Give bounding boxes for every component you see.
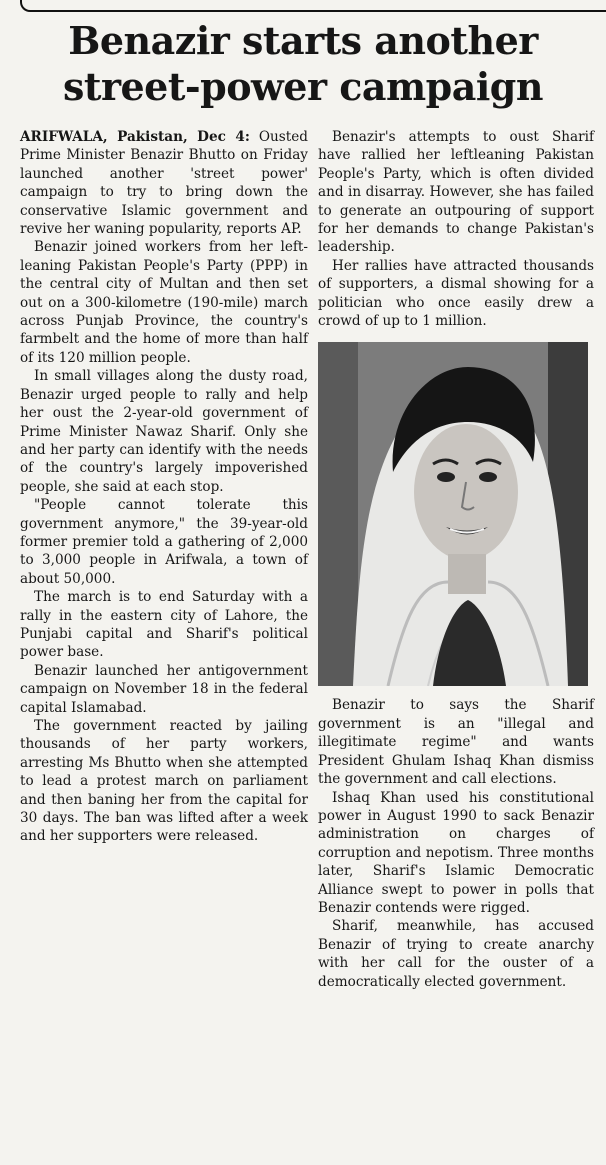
headline: Benazir starts another street-power campaign: [63, 18, 543, 109]
benazir-portrait-photo: [318, 342, 588, 686]
article-paragraph: The march is to end Saturday with a rally in the eastern city of Lahore, the Punjabi capital and Sharif's political power base.: [20, 589, 308, 661]
dateline: ARIFWALA, Pakistan, Dec 4:: [20, 129, 250, 145]
top-border-rule: [20, 0, 606, 12]
article-paragraph: Benazir's attempts to oust Sharif have rallied her leftleaning Pakistan People's Party, which is often divided and in disarray. However, she has failed to generate an outpouring of support for her demands to change Pakistan's leadership.: [318, 129, 594, 256]
article-paragraph: In small villages along the dusty road, Benazir urged people to rally and help her oust the 2-year-old government of Prime Minister Nawaz Sharif. Only she and her party can identify with the needs of the country's largely impoverished people, she said at each stop.: [20, 368, 308, 495]
article-paragraph: "People cannot tolerate this government anymore," the 39-year-old former premier told a gathering of 2,000 to 3,000 people in Arifwala, a town of about 50,000.: [20, 497, 308, 587]
right-column: [318, 128, 594, 991]
article-paragraph: Benazir joined workers from her left-leaning Pakistan People's Party (PPP) in the central city of Multan and then set out on a 300-kilometre (190-mile) march across Punjab Province, the country's farmbelt and the home of more than half of its 120 million people.: [20, 239, 308, 366]
portrait-illustration: [318, 342, 588, 686]
article-paragraph: The government reacted by jailing thousands of her party workers, arresting Ms Bhutto when she attempted to lead a protest march on parliament and then baning her from the capital for 30 days. The ban was lifted after a week and her supporters were released.: [20, 718, 308, 845]
article-paragraph: Ishaq Khan used his constitutional power in August 1990 to sack Benazir administration on charges of corruption and nepotism. Three months later, Sharif's Islamic Democratic Alliance swept to power in polls that Benazir contends were rigged.: [318, 789, 594, 916]
article-paragraph: Sharif, meanwhile, has accused Benazir of trying to create anarchy with her call for the ouster of a democratically elected government.: [318, 918, 594, 990]
lead-text: Ousted Prime Minister Benazir Bhutto on Friday launched another 'street power' campaign to try to bring down the conservative Islamic government and revive her waning popularity, reports AP.: [20, 129, 308, 238]
left-column: [20, 128, 308, 846]
article-paragraph: [20, 128, 308, 238]
article-paragraph: Benazir to says the Sharif government is an "illegal and illegitimate regime" and wants President Ghulam Ishaq Khan dismiss the government and call elections.: [318, 697, 594, 788]
article-paragraph: Her rallies have attracted thousands of supporters, a dismal showing for a politician who once easily drew a crowd of up to 1 million.: [318, 257, 594, 330]
article-paragraph: Benazir launched her antigovernment campaign on November 18 in the federal capital Islamabad.: [20, 662, 308, 716]
